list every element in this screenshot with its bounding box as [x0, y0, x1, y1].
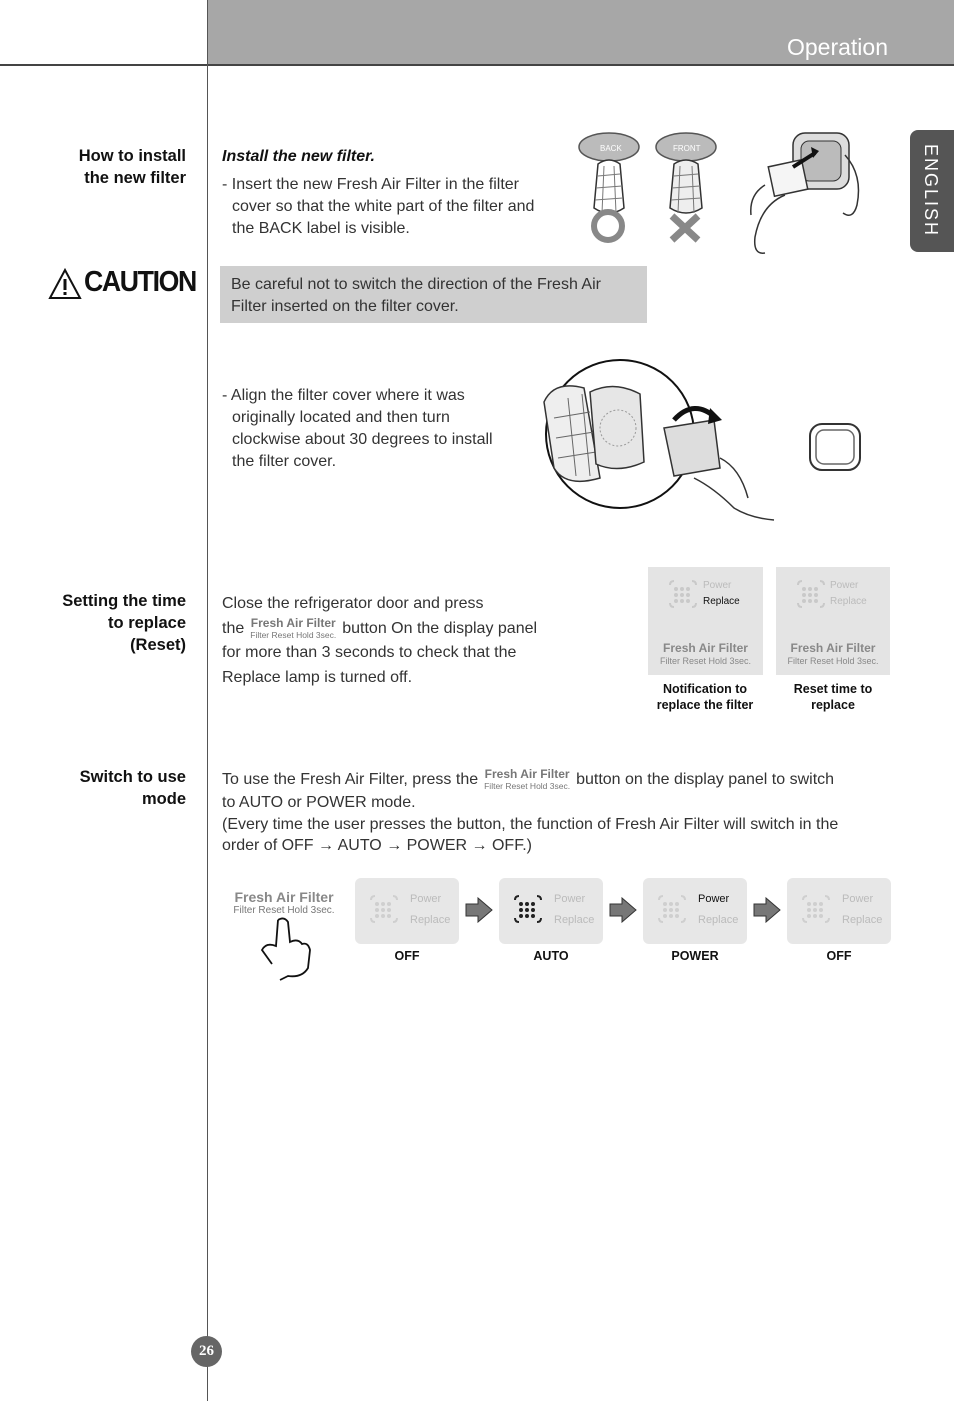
power-indicator: Power: [554, 893, 586, 905]
panel-button-sub: Filter Reset Hold 3sec.: [787, 656, 879, 666]
install-side-title: How to install the new filter: [78, 147, 186, 187]
reset-side-title: Setting the time to replace (Reset): [62, 592, 186, 654]
fan-icon: [655, 892, 689, 926]
replace-indicator: Replace: [554, 914, 595, 926]
arrow-right-icon: [608, 897, 638, 923]
power-indicator: Power: [698, 893, 730, 905]
caution-label: [48, 266, 196, 302]
switch-side-title: Switch to use mode: [79, 768, 186, 808]
state-box-off: [355, 878, 459, 944]
power-indicator: Power: [830, 580, 859, 591]
state-label-off-final: OFF: [826, 949, 852, 963]
filter-cover-icon: [806, 420, 864, 474]
replace-indicator: Replace: [703, 596, 740, 607]
margin-divider: [207, 0, 208, 1401]
insert-filter-illustration: [745, 125, 865, 257]
replace-indicator: Replace: [698, 914, 739, 926]
state-box-auto: [499, 878, 603, 944]
replace-indicator: Replace: [410, 914, 451, 926]
state-label-auto: AUTO: [533, 949, 569, 963]
panel-caption-reset: Reset time to replace: [793, 682, 873, 712]
power-indicator: Power: [842, 893, 874, 905]
state-box-power: [643, 878, 747, 944]
fan-icon: [799, 892, 833, 926]
pointing-finger-icon: [254, 912, 314, 982]
panel-button-title: Fresh Air Filter: [790, 641, 876, 655]
language-tab-label: ENGLISH: [921, 144, 941, 238]
replace-indicator: Replace: [842, 914, 883, 926]
fresh-air-filter-button-inline: Fresh Air Filter Filter Reset Hold 3sec.: [484, 767, 571, 791]
panel-caption-notification: Notification to replace the filter: [656, 682, 754, 712]
install-heading: Install the new filter.: [222, 148, 375, 165]
language-tab: [910, 130, 954, 252]
fan-icon: [794, 577, 828, 611]
install-instruction: - Insert the new Fresh Air Filter in the filter cover so that the white part of the filter and the BACK label is visible.: [222, 176, 535, 237]
reset-instruction: Close the refrigerator door and press the Fresh Air Filter Filter Reset Hold 3sec. button On the display panel for more than 3 seconds to check that the Replace lamp is turned off.: [222, 595, 538, 686]
fan-icon: [666, 577, 700, 611]
page-title: Operation: [786, 34, 888, 60]
arrow-right-icon: [752, 897, 782, 923]
power-indicator: Power: [703, 580, 732, 591]
front-label: FRONT: [673, 144, 701, 153]
power-indicator: Power: [410, 893, 442, 905]
replace-indicator: Replace: [830, 596, 867, 607]
header-divider: [0, 64, 954, 66]
warning-icon: [48, 268, 82, 300]
caution-title: CAUTION: [84, 266, 196, 298]
state-label-off: OFF: [394, 949, 420, 963]
fan-icon: [367, 892, 401, 926]
panel-button-sub: Filter Reset Hold 3sec.: [659, 656, 752, 666]
align-filter-illustration: [524, 358, 784, 523]
fresh-air-filter-button-inline: Fresh Air Filter Filter Reset Hold 3sec.: [250, 615, 337, 640]
display-panel-reset: [776, 567, 890, 675]
display-panel-notification: [648, 567, 763, 675]
state-label-power: POWER: [671, 949, 719, 963]
back-label: BACK: [600, 144, 622, 153]
align-instruction: - Align the filter cover where it was originally located and then turn clockwise about 30 degrees to install the filter cover.: [222, 387, 493, 470]
button-sub: Filter Reset Hold 3sec.: [233, 905, 335, 916]
switch-instruction: To use the Fresh Air Filter, press the Fresh Air Filter Filter Reset Hold 3sec. button on the display panel to switch to AUTO or POWER mode. (Every time the user presses the button, the function of Fresh Air Filter will switch in the order of OFF → AUTO → POWER → OFF.): [222, 767, 839, 854]
state-box-off-final: [787, 878, 891, 944]
arrow-right-icon: [464, 897, 494, 923]
fan-icon: [511, 892, 545, 926]
page-number: 26: [191, 1336, 222, 1367]
back-front-illustration: [576, 128, 726, 248]
caution-box: Be careful not to switch the direction of the Fresh Air Filter inserted on the filter cover.: [220, 266, 647, 323]
panel-button-title: Fresh Air Filter: [663, 641, 748, 655]
button-title: Fresh Air Filter: [234, 889, 334, 905]
